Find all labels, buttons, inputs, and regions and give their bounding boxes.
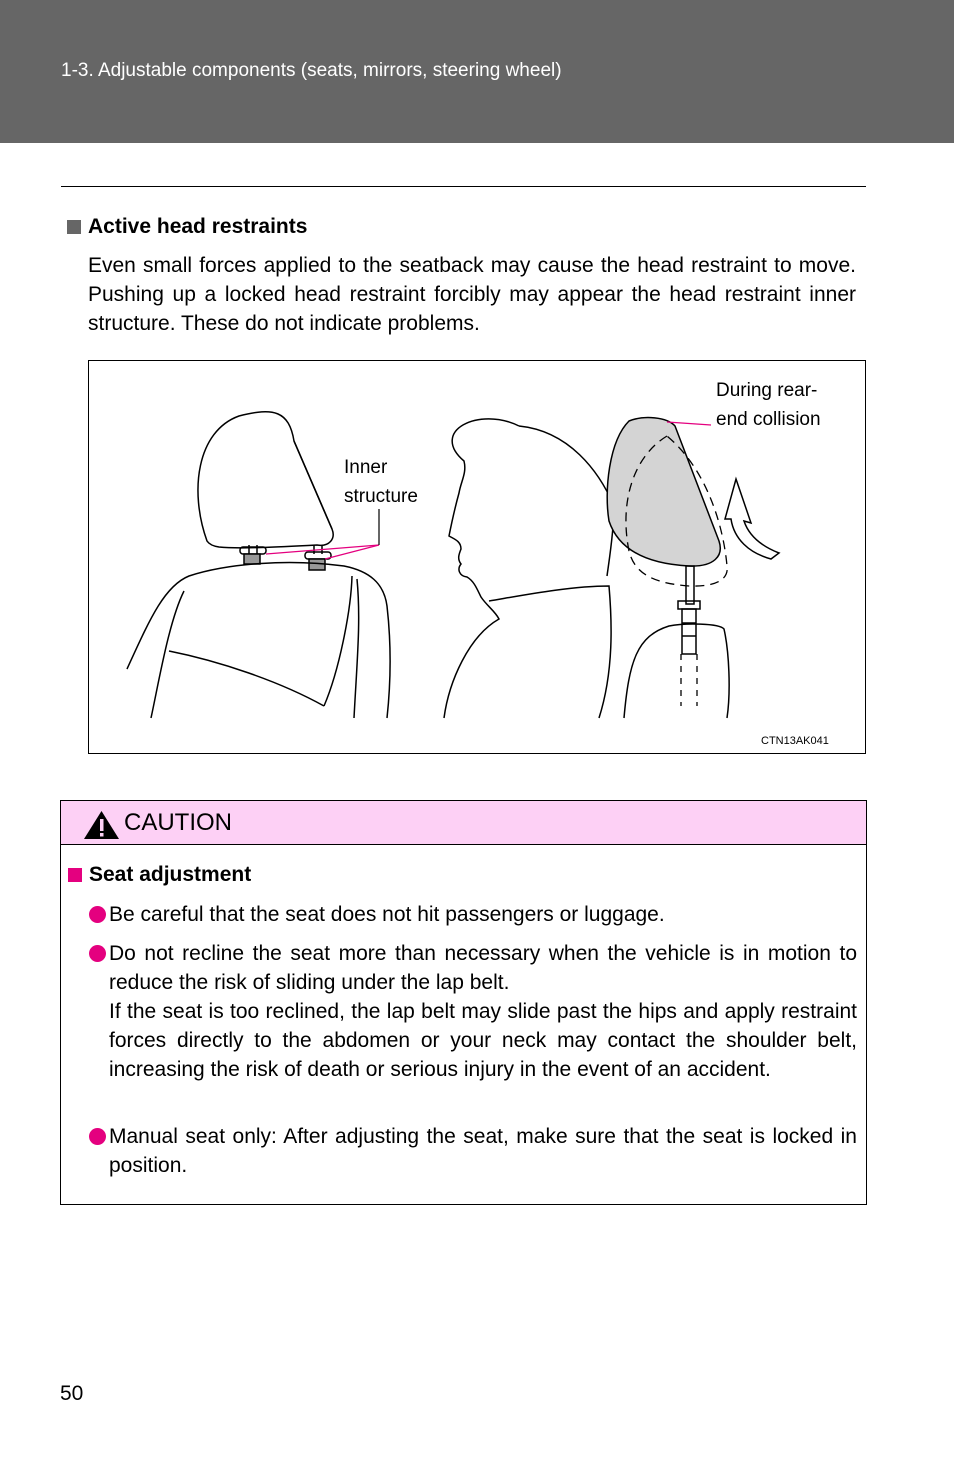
caution-subheading <box>68 863 251 887</box>
caution-header <box>61 801 866 845</box>
figure-code: CTN13AK041 <box>761 735 829 747</box>
active-head-restraint <box>607 418 720 566</box>
caution-bullet-text: Manual seat only: After adjusting the seat, make sure that the seat is locked in position. <box>109 1125 857 1177</box>
caution-bullet-text: Be careful that the seat does not hit passengers or luggage. <box>109 903 665 926</box>
section-body: Even small forces applied to the seatback may cause the head restraint to move. Pushing up a locked head restraint forcibly may appear the head restraint inner structure. These do not indicate problems. <box>88 254 856 335</box>
bullet-dot-icon <box>89 945 106 962</box>
page-number: 50 <box>60 1382 84 1405</box>
label-inner-structure: Inner structure <box>344 457 418 507</box>
movement-arrow <box>725 479 779 559</box>
caution-bullet <box>89 939 857 1084</box>
caution-bullet <box>89 900 857 929</box>
head-restraint-figure <box>88 360 866 754</box>
section-heading-text: Active head restraints <box>88 215 308 238</box>
caution-bullet-text: Do not recline the seat more than necessary when the vehicle is in motion to reduce the risk of sliding under the lap belt. <box>109 942 857 994</box>
section-breadcrumb: 1-3. Adjustable components (seats, mirrors, steering wheel) <box>61 60 562 81</box>
label-during-collision: During rear-end collision <box>716 380 821 430</box>
person-head-profile <box>444 419 519 718</box>
top-rule <box>61 186 866 187</box>
bullet-dot-icon <box>89 1128 106 1145</box>
caution-bullet-continuation: If the seat is too reclined, the lap belt may slide past the hips and apply restraint forces directly to the abdomen or your neck may contact the shoulder belt, increasing the risk of death or serious injury in the event of an accident. <box>109 1000 857 1081</box>
warning-triangle-icon <box>83 810 120 840</box>
left-head-restraint <box>198 412 333 548</box>
right-seatback <box>624 624 729 718</box>
square-bullet-icon <box>68 868 82 882</box>
caution-subheading-text: Seat adjustment <box>89 863 252 886</box>
caution-title: CAUTION <box>124 809 232 836</box>
square-bullet-icon <box>67 220 81 234</box>
caution-box <box>60 800 867 1205</box>
bullet-dot-icon <box>89 906 106 923</box>
left-seatback <box>127 563 390 718</box>
caution-bullet <box>89 1122 857 1180</box>
section-heading <box>67 215 307 239</box>
